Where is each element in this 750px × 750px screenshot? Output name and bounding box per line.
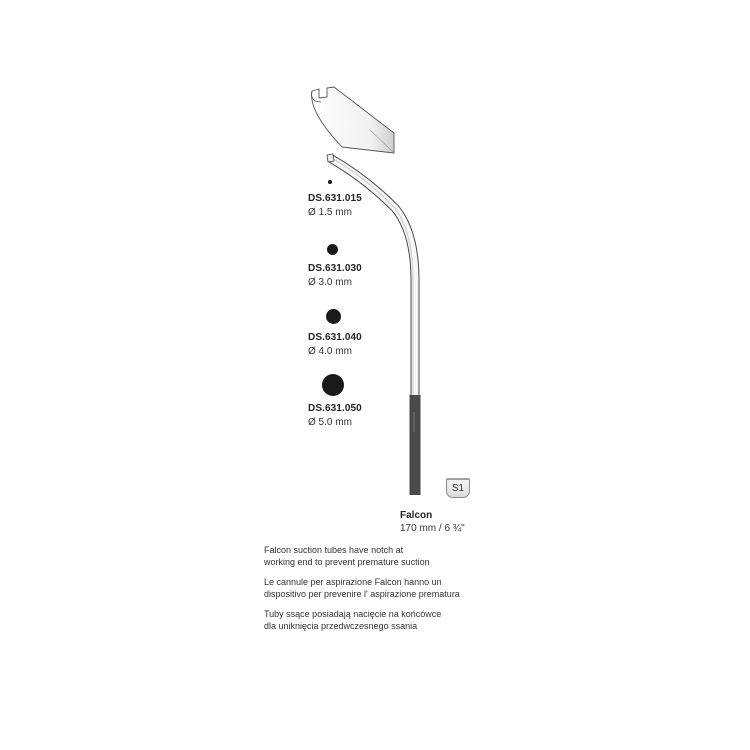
diameter-dot-2: [327, 244, 338, 255]
description-block: [264, 545, 524, 641]
diameter-dot-1: [328, 180, 332, 184]
variant-code-3: DS.631.040: [308, 332, 362, 343]
diameter-dot-3: [326, 309, 341, 324]
description-english: Falcon suction tubes have notch at working end to prevent premature suction: [264, 545, 430, 567]
description-polish: Tuby ssące posiadają nacięcie na końcówce dla uniknięcia przedwczesnego ssania: [264, 609, 442, 631]
variant-code-2: DS.631.030: [308, 263, 362, 274]
variant-diameter-3: Ø 4.0 mm: [308, 346, 352, 357]
diameter-dot-4: [322, 374, 344, 396]
variant-code-1: DS.631.015: [308, 193, 362, 204]
variant-diameter-1: Ø 1.5 mm: [308, 207, 352, 218]
sterilization-badge: S1: [446, 478, 470, 498]
product-name: Falcon: [400, 510, 433, 521]
description-italian: Le cannule per aspirazione Falcon hanno un dispositivo per prevenire l' aspirazione prematura: [264, 577, 460, 599]
product-length: 170 mm / 6 ¾": [400, 523, 465, 534]
notch-detail-illustration: [300, 85, 400, 160]
variant-diameter-4: Ø 5.0 mm: [308, 417, 352, 428]
variant-diameter-2: Ø 3.0 mm: [308, 277, 352, 288]
variant-code-4: DS.631.050: [308, 403, 362, 414]
